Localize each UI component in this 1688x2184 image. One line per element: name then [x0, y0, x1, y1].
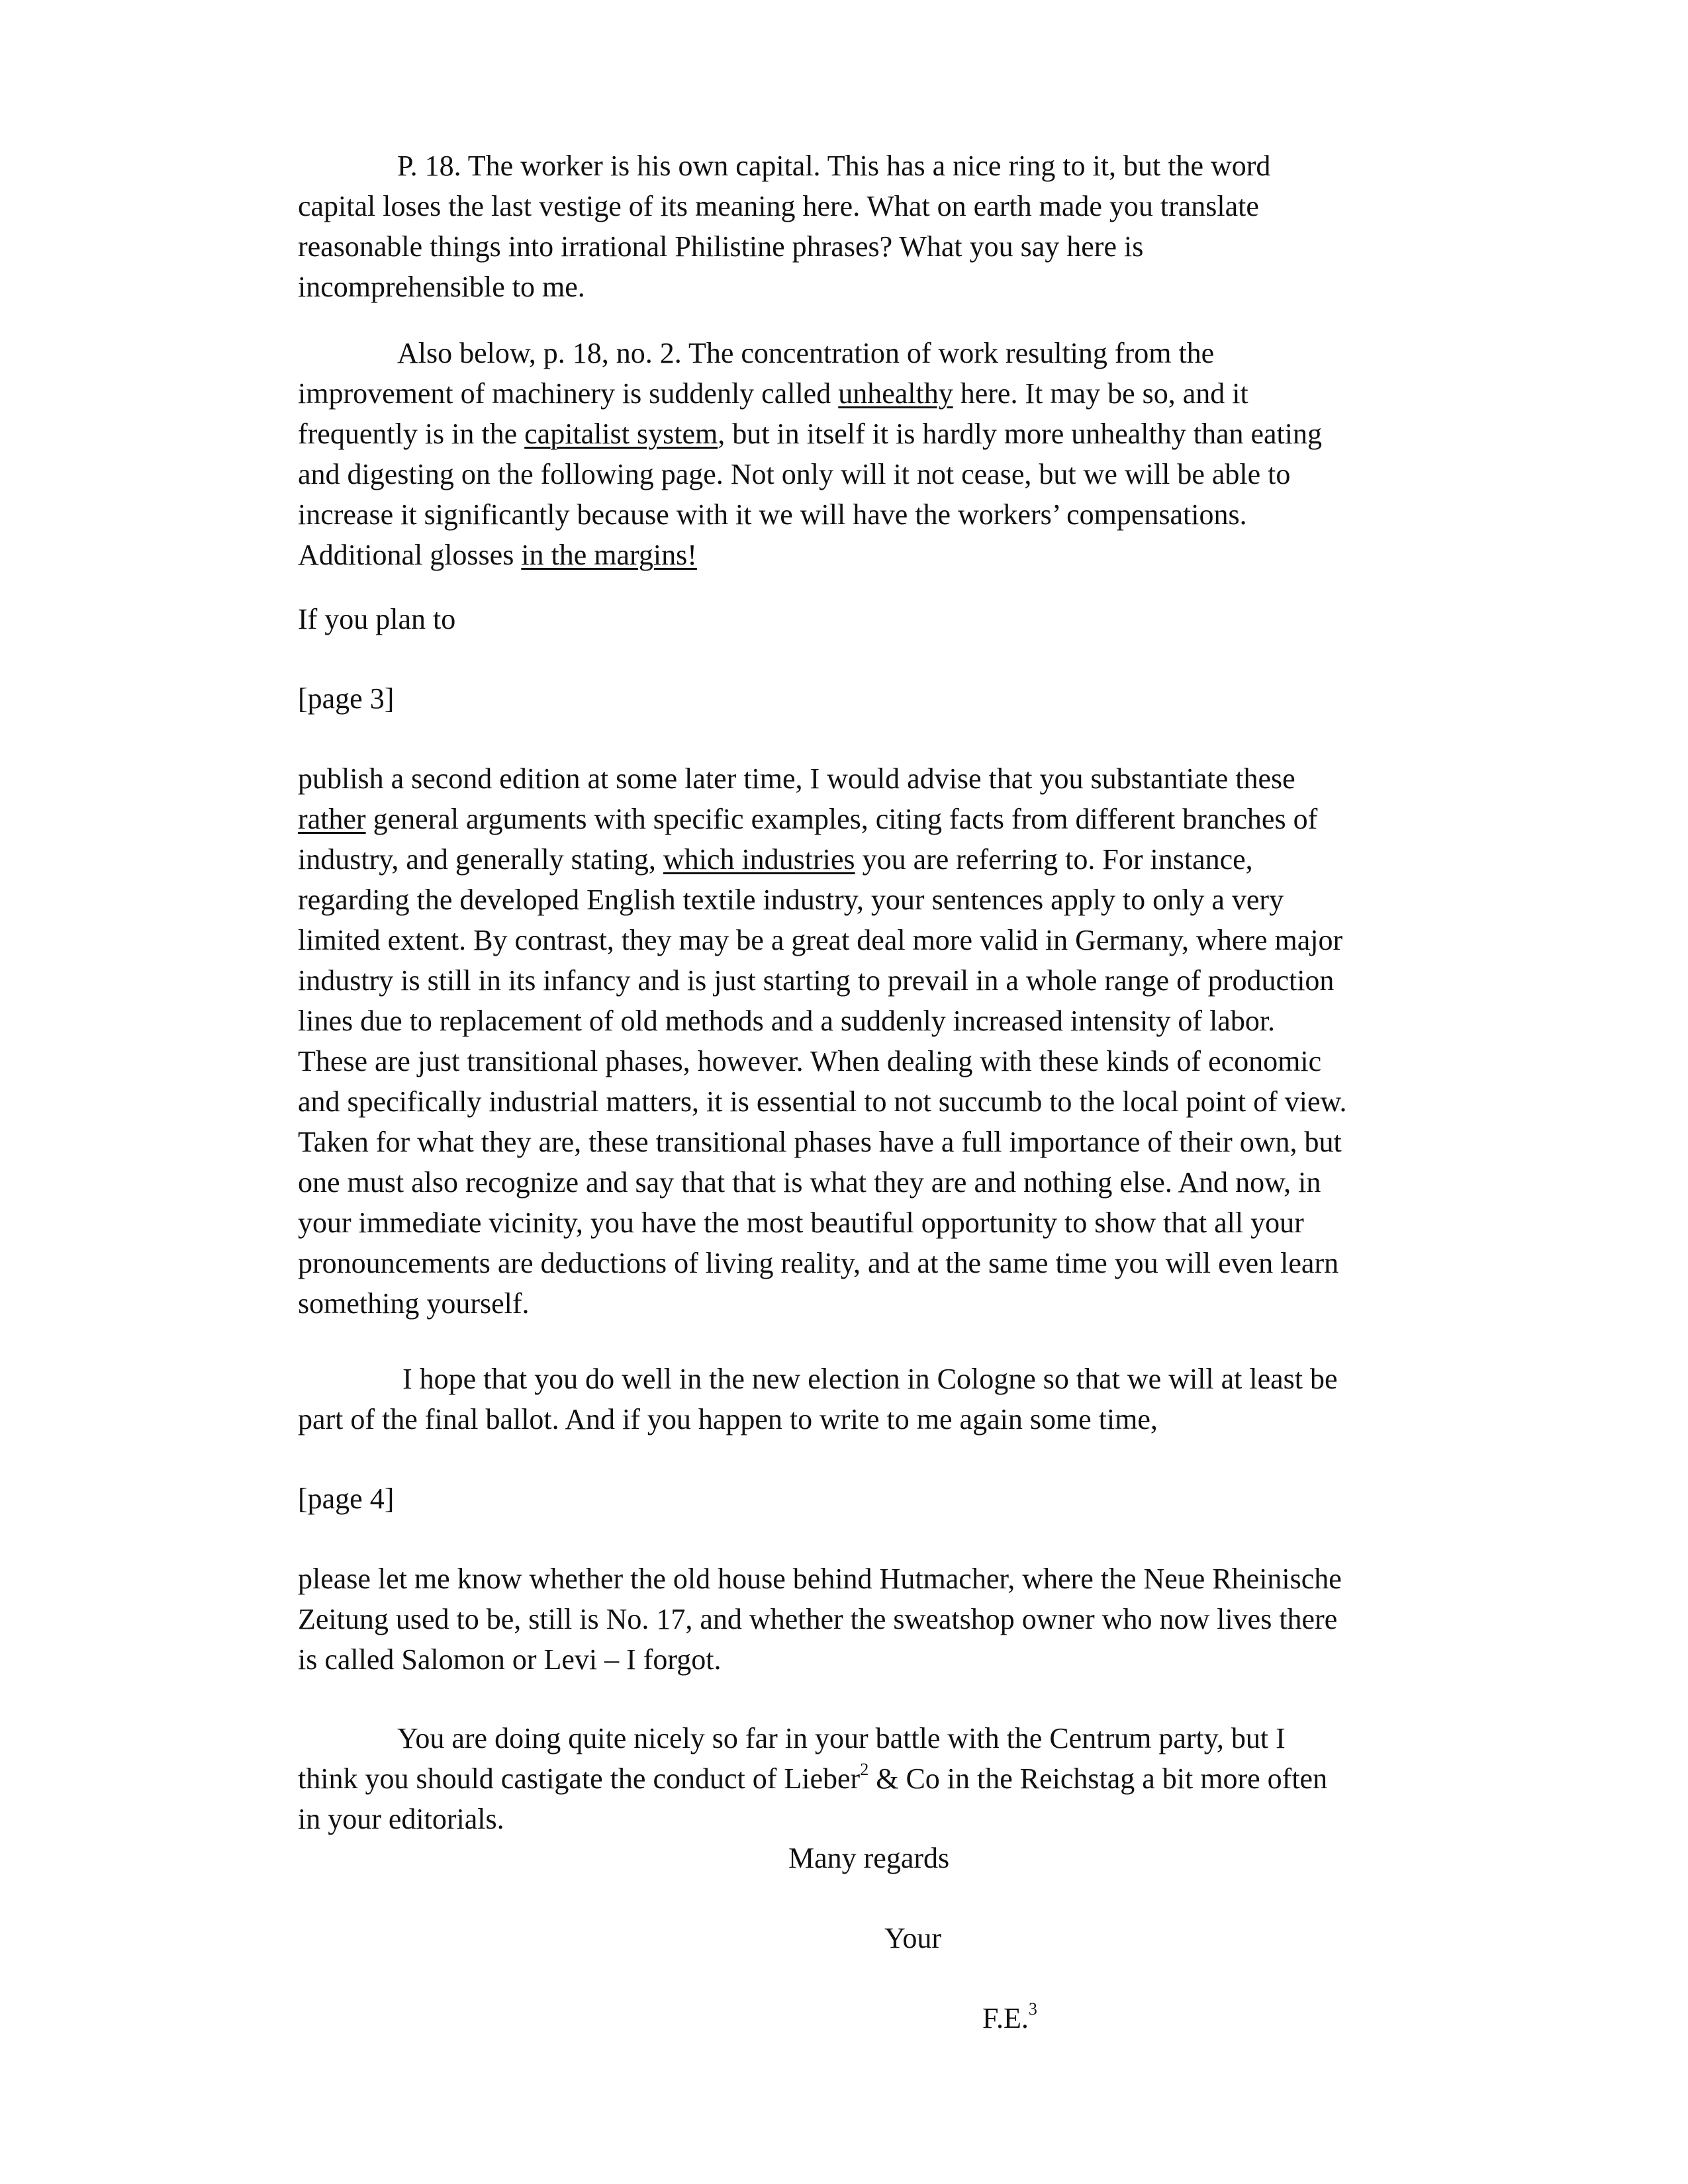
signature-initials: F.E. [982, 2002, 1029, 2034]
text-line: Zeitung used to be, still is No. 17, and whether the sweatshop owner who now lives there [298, 1603, 1338, 1635]
page-marker: [page 4] [298, 1482, 395, 1515]
text-line [298, 373, 1410, 414]
text-line: If you plan to [298, 603, 456, 635]
paragraph-concentration-of-work [298, 333, 1410, 575]
paragraph-second-edition [298, 758, 1410, 1324]
closing-regards: Many regards [788, 1842, 950, 1874]
paragraph-centrum-party [298, 1718, 1410, 1839]
text-segment: industry, and generally stating, [298, 843, 663, 876]
text-line: Taken for what they are, these transitional phases have a full importance of their own, but [298, 1126, 1342, 1158]
underlined-text: rather [298, 803, 366, 835]
footnote-marker: 2 [860, 1760, 869, 1780]
text-line: and digesting on the following page. Not only will it not cease, but we will be able to [298, 458, 1291, 490]
paragraph-if-you-plan [298, 599, 1410, 639]
text-line: limited extent. By contrast, they may be a great deal more valid in Germany, where major [298, 924, 1343, 956]
text-line: publish a second edition at some later time, I would advise that you substantiate these [298, 762, 1295, 795]
text-line [298, 799, 1410, 839]
text-line: increase it significantly because with it we will have the workers’ compensations. [298, 498, 1247, 531]
text-line: part of the final ballot. And if you happen to write to me again some time, [298, 1403, 1158, 1435]
paragraph-election-cologne [298, 1359, 1410, 1439]
text-line: your immediate vicinity, you have the most beautiful opportunity to show that all your [298, 1206, 1304, 1239]
page-marker-3 [298, 678, 1410, 719]
text-line [298, 839, 1410, 880]
text-segment: think you should castigate the conduct of Lieber [298, 1762, 861, 1795]
text-segment: improvement of machinery is suddenly called [298, 377, 839, 410]
text-segment: & Co in the Reichstag a bit more often [868, 1762, 1328, 1795]
text-line: capital loses the last vestige of its meaning here. What on earth made you translate [298, 190, 1259, 222]
footnote-marker: 3 [1028, 1999, 1037, 2019]
text-line: pronouncements are deductions of living reality, and at the same time you will even learn [298, 1247, 1339, 1279]
text-line: Also below, p. 18, no. 2. The concentration of work resulting from the [397, 337, 1215, 369]
text-line: something yourself. [298, 1287, 530, 1320]
paragraph-worker-capital [298, 146, 1410, 307]
text-line: and specifically industrial matters, it is essential to not succumb to the local point of view. [298, 1085, 1347, 1118]
text-line: in your editorials. [298, 1803, 504, 1835]
text-line: industry is still in its infancy and is just starting to prevail in a whole range of production [298, 964, 1335, 997]
paragraph-old-house [298, 1559, 1410, 1680]
text-line: These are just transitional phases, however. When dealing with these kinds of economic [298, 1045, 1322, 1077]
text-segment: you are referring to. For instance, [855, 843, 1253, 876]
page-marker: [page 3] [298, 682, 395, 715]
text-line: one must also recognize and say that that is what they are and nothing else. And now, in [298, 1166, 1321, 1199]
text-line: regarding the developed English textile industry, your sentences apply to only a very [298, 884, 1284, 916]
text-segment: Additional glosses [298, 539, 522, 571]
underlined-text: capitalist system [524, 418, 718, 450]
text-line [298, 414, 1410, 454]
underlined-text: which industries [663, 843, 855, 876]
closing-your: Your [884, 1922, 942, 1954]
text-segment: frequently is in the [298, 418, 525, 450]
text-segment: , but in itself it is hardly more unhealthy than eating [718, 418, 1323, 450]
text-line: P. 18. The worker is his own capital. This has a nice ring to it, but the word [397, 150, 1271, 182]
page-marker-4 [298, 1479, 1410, 1519]
text-line: please let me know whether the old house behind Hutmacher, where the Neue Rheinische [298, 1563, 1342, 1595]
text-line: You are doing quite nicely so far in your battle with the Centrum party, but I [397, 1722, 1286, 1754]
underlined-text: in the margins! [521, 539, 697, 571]
text-line: lines due to replacement of old methods and a suddenly increased intensity of labor. [298, 1005, 1276, 1037]
text-segment: general arguments with specific examples, citing facts from different branches of [365, 803, 1318, 835]
text-line: I hope that you do well in the new election in Cologne so that we will at least be [402, 1363, 1338, 1395]
text-line [298, 1758, 1410, 1799]
underlined-text: unhealthy [838, 377, 953, 410]
text-line [298, 535, 1410, 575]
text-line: is called Salomon or Levi – I forgot. [298, 1643, 722, 1676]
signature [982, 1998, 1037, 2038]
text-line: reasonable things into irrational Philistine phrases? What you say here is [298, 230, 1144, 263]
text-segment: here. It may be so, and it [953, 377, 1248, 410]
text-line: incomprehensible to me. [298, 271, 585, 303]
